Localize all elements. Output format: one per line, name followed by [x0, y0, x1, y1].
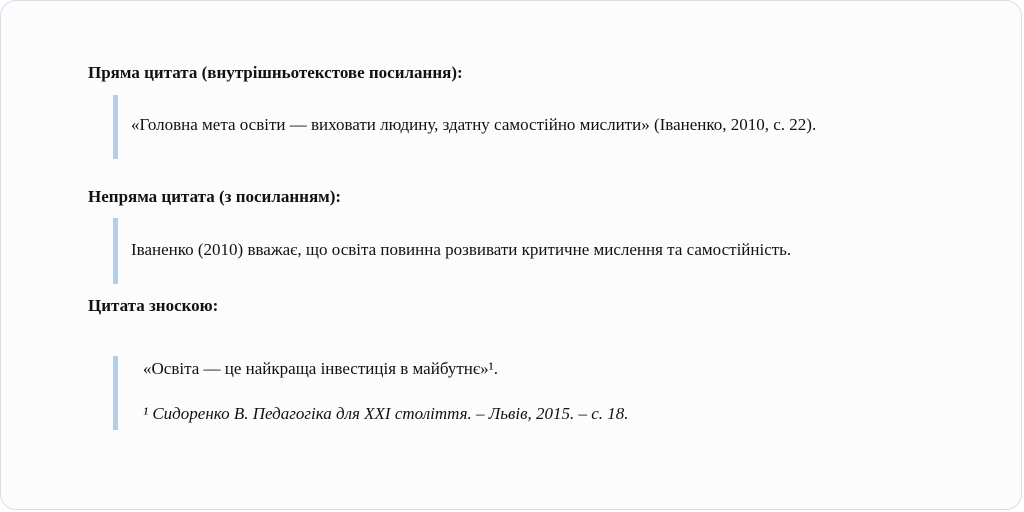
footnote-reference: ¹ Сидоренко В. Педагогіка для XXI століття. – Львів, 2015. – с. 18. [143, 404, 629, 423]
footnote-quote-block [113, 356, 933, 430]
direct-quote-block [113, 95, 933, 159]
indirect-quote-block [113, 218, 933, 284]
footnote-quote-text: «Освіта — це найкраща інвестиція в майбутнє»¹. [143, 359, 498, 378]
direct-quote-heading: Пряма цитата (внутрішньотекстове посилання): [88, 63, 463, 82]
indirect-quote-heading: Непряма цитата (з посиланням): [88, 187, 342, 206]
footnote-quote-heading: Цитата зноскою: [88, 296, 219, 315]
indirect-quote-text: Іваненко (2010) вважає, що освіта повинна розвивати критичне мислення та самостійність. [131, 240, 792, 259]
direct-quote-text: «Головна мета освіти — виховати людину, здатну самостійно мислити» (Іваненко, 2010, с. 22). [131, 115, 817, 134]
